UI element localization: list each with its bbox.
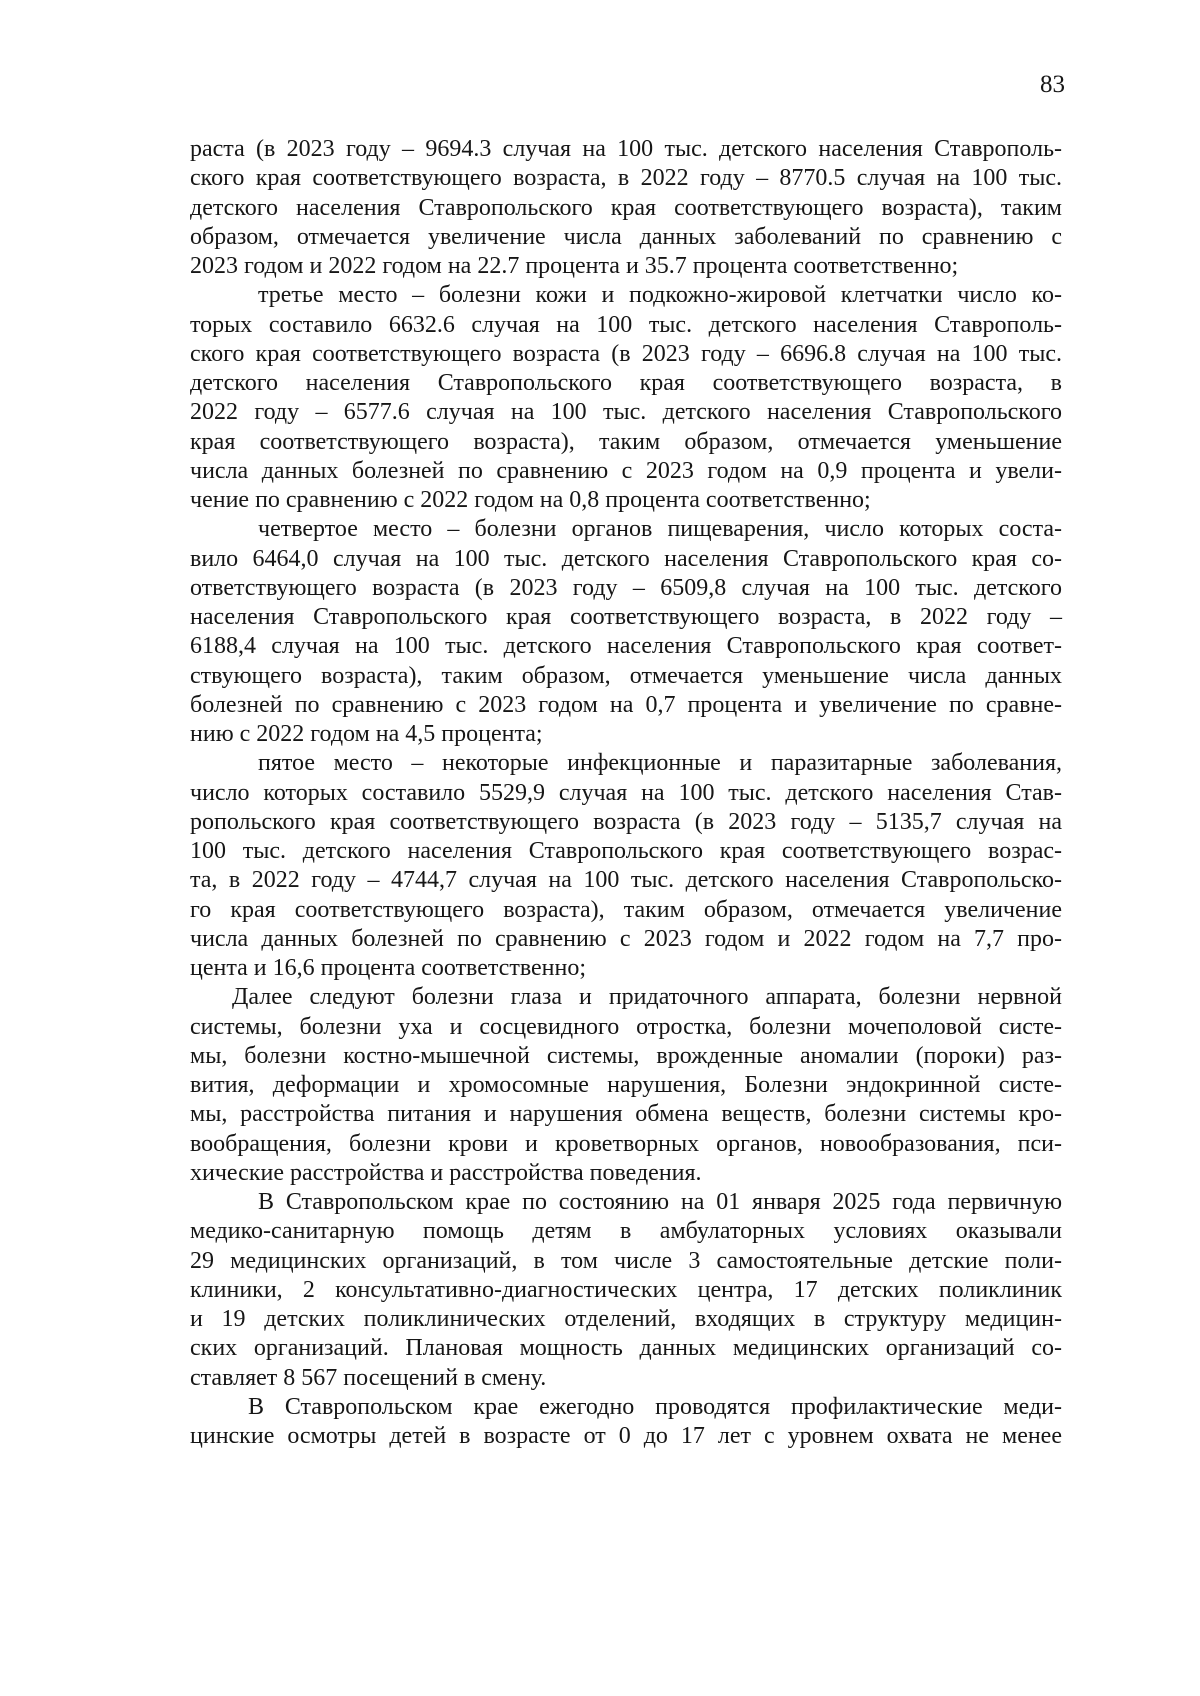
text-line: В Ставропольском крае по состоянию на 01 января 2025 года первичную bbox=[258, 1189, 1062, 1215]
text-line: клиники, 2 консультативно-диагностических центра, 17 детских поликлиник bbox=[190, 1276, 1062, 1303]
text-line: Далее следуют болезни глаза и придаточного аппарата, болезни нервной bbox=[232, 984, 1062, 1011]
text-line: числа данных болезней по сравнению с 2023 годом на 0,9 процента и увели- bbox=[190, 457, 1062, 484]
text-line: края соответствующего возраста), таким образом, отмечается уменьшение bbox=[190, 428, 1062, 455]
text-line: населения Ставропольского края соответствующего возраста, в 2022 году – bbox=[190, 604, 1062, 630]
text-line: медико-санитарную помощь детям в амбулаторных условиях оказывали bbox=[190, 1218, 1062, 1245]
text-line: пятое место – некоторые инфекционные и паразитарные заболевания, bbox=[258, 750, 1062, 777]
text-line: цента и 16,6 процента соответственно; bbox=[190, 955, 587, 981]
text-line: ского края соответствующего возраста, в 2022 году – 8770.5 случая на 100 тыс. bbox=[190, 165, 1062, 192]
text-line: образом, отмечается увеличение числа данных заболеваний по сравнению с bbox=[190, 223, 1062, 250]
text-line: 2023 годом и 2022 годом на 22.7 процента и 35.7 процента соответственно; bbox=[190, 253, 959, 279]
text-line: 6188,4 случая на 100 тыс. детского населения Ставропольского края соответ- bbox=[190, 633, 1062, 660]
page-number: 83 bbox=[1040, 71, 1065, 98]
text-line: четвертое место – болезни органов пищеварения, число которых соста- bbox=[258, 516, 1062, 543]
text-line: торых составило 6632.6 случая на 100 тыс. детского населения Ставрополь- bbox=[190, 311, 1062, 338]
text-line: детского населения Ставропольского края соответствующего возраста, в bbox=[190, 370, 1062, 396]
text-line: третье место – болезни кожи и подкожно-жировой клетчатки число ко- bbox=[258, 282, 1062, 309]
paragraph bbox=[190, 749, 1062, 983]
text-line: мы, болезни костно-мышечной системы, врожденные аномалии (пороки) раз- bbox=[190, 1042, 1062, 1069]
text-line: числа данных болезней по сравнению с 2023 годом и 2022 годом на 7,7 про- bbox=[190, 925, 1062, 952]
text-line: хические расстройства и расстройства поведения. bbox=[190, 1159, 702, 1186]
text-line: и 19 детских поликлинических отделений, входящих в структуру медицин- bbox=[190, 1306, 1062, 1332]
text-line: го края соответствующего возраста), таким образом, отмечается увеличение bbox=[190, 896, 1062, 923]
paragraph bbox=[190, 135, 1062, 281]
paragraph bbox=[190, 1188, 1062, 1393]
paragraph bbox=[190, 983, 1062, 1188]
text-line: вообращения, болезни крови и кроветворных органов, новообразования, пси- bbox=[190, 1130, 1062, 1157]
text-line: 100 тыс. детского населения Ставропольского края соответствующего возрас- bbox=[190, 838, 1062, 864]
text-line: 29 медицинских организаций, в том числе 3 самостоятельные детские поли- bbox=[190, 1247, 1062, 1274]
text-line: детского населения Ставропольского края соответствующего возраста), таким bbox=[190, 194, 1062, 221]
text-line: ропольского края соответствующего возраста (в 2023 году – 5135,7 случая на bbox=[190, 808, 1062, 835]
text-line: чение по сравнению с 2022 годом на 0,8 процента соответственно; bbox=[190, 487, 871, 513]
text-line: системы, болезни уха и сосцевидного отростка, болезни мочеполовой систе- bbox=[190, 1013, 1062, 1040]
text-line: раста (в 2023 году – 9694.3 случая на 100 тыс. детского населения Ставрополь- bbox=[190, 136, 1062, 162]
text-line: ского края соответствующего возраста (в 2023 году – 6696.8 случая на 100 тыс. bbox=[190, 340, 1062, 367]
text-line: вило 6464,0 случая на 100 тыс. детского населения Ставропольского края со- bbox=[190, 545, 1062, 572]
text-line: число которых составило 5529,9 случая на 100 тыс. детского населения Став- bbox=[190, 779, 1062, 806]
text-line: нию с 2022 годом на 4,5 процента; bbox=[190, 721, 543, 747]
text-line: ствующего возраста), таким образом, отмечается уменьшение числа данных bbox=[190, 662, 1062, 689]
text-line: цинские осмотры детей в возрасте от 0 до 17 лет с уровнем охвата не менее bbox=[190, 1423, 1062, 1449]
document-body bbox=[190, 135, 1062, 1451]
paragraph bbox=[190, 515, 1062, 749]
text-line: вития, деформации и хромосомные нарушения, Болезни эндокринной систе- bbox=[190, 1072, 1062, 1098]
paragraph bbox=[190, 281, 1062, 515]
text-line: ответствующего возраста (в 2023 году – 6509,8 случая на 100 тыс. детского bbox=[190, 574, 1062, 601]
text-line: болезней по сравнению с 2023 годом на 0,7 процента и увеличение по сравне- bbox=[190, 691, 1062, 718]
text-line: мы, расстройства питания и нарушения обмена веществ, болезни системы кро- bbox=[190, 1101, 1062, 1128]
text-line: ставляет 8 567 посещений в смену. bbox=[190, 1364, 547, 1391]
text-line: В Ставропольском крае ежегодно проводятся профилактические меди- bbox=[248, 1393, 1062, 1420]
text-line: та, в 2022 году – 4744,7 случая на 100 тыс. детского населения Ставропольско- bbox=[190, 867, 1062, 894]
paragraph bbox=[190, 1393, 1062, 1452]
text-line: 2022 году – 6577.6 случая на 100 тыс. детского населения Ставропольского bbox=[190, 399, 1062, 426]
text-line: ских организаций. Плановая мощность данных медицинских организаций со- bbox=[190, 1335, 1062, 1362]
